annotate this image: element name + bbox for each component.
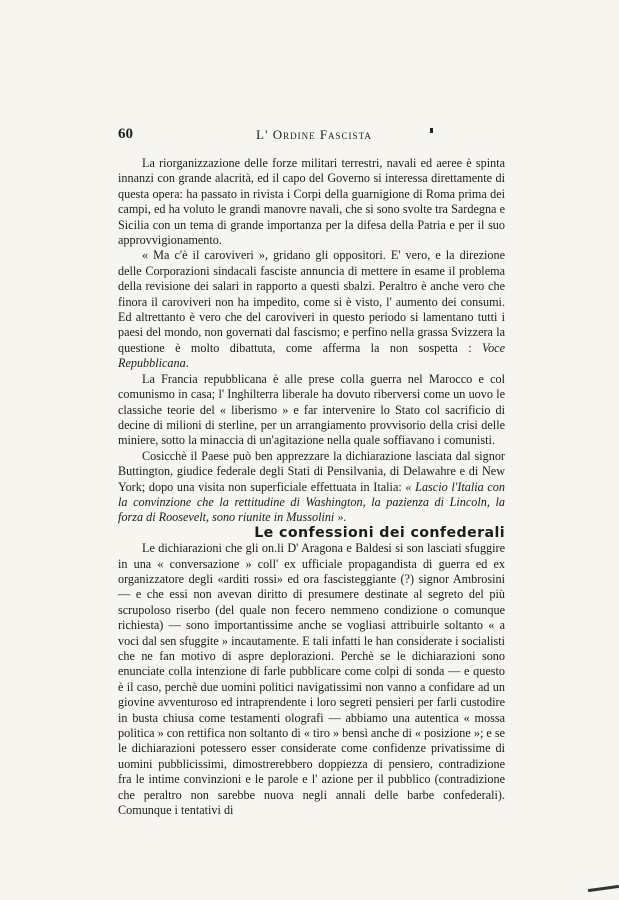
print-mark — [430, 128, 433, 133]
section-title: Le confessioni dei confederali — [254, 524, 505, 541]
quotation: « Lascio l'Italia con la convinzione che la rettitudine di Washington, la pazienza di Lincoln, la forza di Roosevelt, sono riunite in Mussolini ». — [118, 479, 505, 525]
paragraph-text: Cosicchè il Paese può ben apprezzare la dichiarazione lasciata dal signor Buttington, giudice federale degli Stati di Pensilvania, di Delawahre e di New York; dopo una visita non superficiale effettuata in Italia: — [118, 448, 505, 494]
paragraph: La Francia repubblicana è alle prese colla guerra nel Marocco e col comunismo in casa; l' Inghilterra liberale ha dovuto riberversi come un uovo le classiche teorie del « liberismo » e far intervenire lo Stato col sacrificio di decine di milioni di sterline, per un arrangiamento provvisorio della crisi delle miniere, sotto la minaccia di un'agitazione nella quale soffiavano i comunisti. — [118, 371, 505, 448]
paragraph — [118, 449, 505, 526]
scan-edge-mark — [588, 885, 619, 892]
paragraph-end: . — [185, 356, 189, 371]
paragraph: La riorganizzazione delle forze militari terrestri, navali ed aeree è spinta innanzi con grande alacrità, ed il capo del Governo si interessa direttamente di questa opera: ha passato in rivista i Corpi della guarnigione di Roma prima dei campi, ed ha voluto le grandi manovre navali, che si sono svolte tra Sardegna e Sicilia con un tema di grande importanza per la difesa della Patria e per il suo approvvigionamento. — [118, 156, 505, 248]
source-name: Voce Repubblicana — [118, 340, 505, 371]
paragraph — [118, 248, 505, 371]
page-number: 60 — [118, 126, 133, 142]
body-text — [118, 156, 505, 818]
paragraph: Le dichiarazioni che gli on.li D' Aragona e Baldesi si son lasciati sfuggire in una « conversazione » coll' ex ufficiale propagandista di guerra ed ex organizzatore degli «arditi rossi» ed ora fascisteggiante (?) signor Ambrosini — e che essi non avevan diritto di presumere destinate al segreto del più scrupoloso riserbo (del quale non fecero nemmeno condizione o comunque richiesta) — sono importantissime anche se vogliasi attribuirle soltanto « a voci dal sen sfuggite » incautamente. E tali infatti le han considerate i socialisti che ne fan motivo di aspre deplorazioni. Perchè se le dichiarazioni sono enunciate colla intenzione di farle pubblicare come colpi di sonda — e questo è il caso, perchè due uomini politici navigatissimi non vanno a confidare ad un giovine avventuroso ed intraprendente i loro segreti pensieri per farli custodire in busta chiusa come testamenti olografi — abbiamo una autentica « mossa politica » con rettifica non soltanto di « tiro » bensì anche di « posizione »; e se le dichiarazioni potessero esser considerate come confidenze privatissime di uomini pubblicissimi, dimostrerebbero doppiezza di pensiero, contradizione fra le intime convinzioni e le parole e l' azione per il pubblico (contradizione che peraltro non sarebbe nuova negli annali delle barbe confederali). Comunque i tentativi di — [118, 541, 505, 818]
running-title: L' Ordine Fascista — [256, 127, 372, 142]
page-header — [118, 126, 510, 144]
paragraph-text: « Ma c'è il caroviveri », gridano gli oppositori. E' vero, e la direzione delle Corporazioni sindacali fasciste annuncia di mettere in esame il problema della revisione dei salari in rapporto a questi sbalzi. Peraltro è anche vero che finora il caroviveri non ha impedito, come si è visto, l' aumento dei consumi. Ed altrettanto è vero che del caroviveri in questo periodo si lamentano tutti i paesi del mondo, non governati dal fascismo; e perfino nella grassa Svizzera la questione è molto dibattuta, come afferma la non sospetta : — [118, 248, 505, 355]
